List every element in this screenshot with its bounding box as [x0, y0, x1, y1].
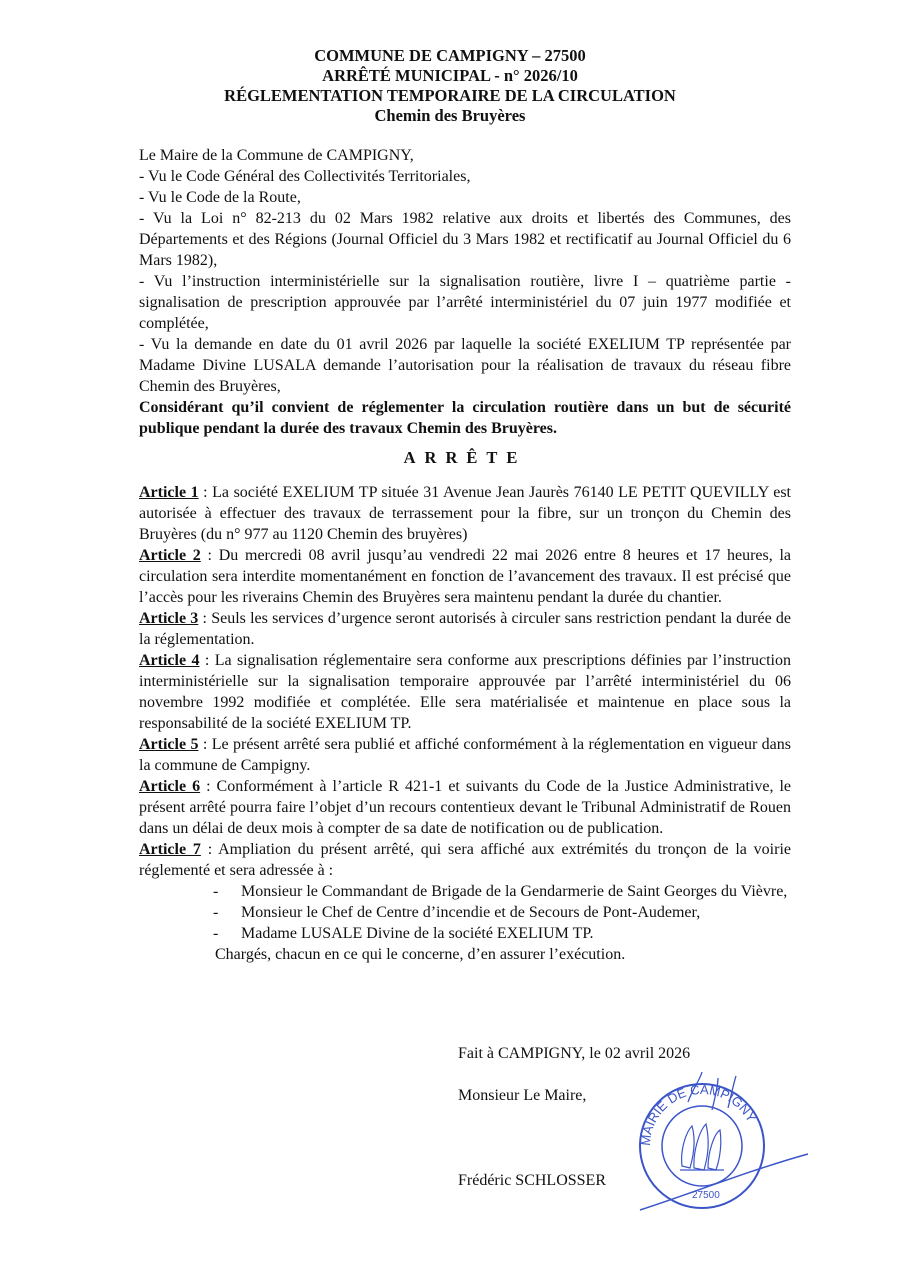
- article-2: [139, 545, 791, 608]
- charges-line: Chargés, chacun en ce qui le concerne, d’en assurer l’exécution.: [215, 946, 626, 963]
- document-body: [139, 145, 791, 965]
- article-text: : Ampliation du présent arrêté, qui sera affiché aux extrémités du tronçon de la voirie réglementé et sera adressée à :: [139, 841, 791, 879]
- stamp-code: 27500: [692, 1190, 720, 1201]
- mairie-stamp: [630, 1070, 810, 1220]
- article-text: : La société EXELIUM TP située 31 Avenue Jean Jaurès 76140 LE PETIT QUEVILLY est autorisée à effectuer des travaux de terrassement pour la fibre, sur un tronçon du Chemin des Bruyères (du n° 977 au 1120 Chemin des bruyères): [139, 484, 792, 543]
- arrete-heading: ARRÊTE: [403, 448, 527, 467]
- signature-place-date: Fait à CAMPIGNY, le 02 avril 2026: [458, 1045, 691, 1062]
- document-header: [0, 46, 900, 126]
- article-1: [139, 482, 791, 545]
- article-label: Article 5: [139, 736, 199, 753]
- considerant-paragraph: Considérant qu’il convient de réglementer la circulation routière dans un but de sécurité publique pendant la durée des travaux Chemin des Bruyères.: [139, 399, 791, 437]
- preamble-vu-code-route: - Vu le Code de la Route,: [139, 189, 301, 206]
- article-4: [139, 650, 791, 734]
- signature-title: Monsieur Le Maire,: [458, 1087, 587, 1104]
- preamble-vu-instruction: - Vu l’instruction interministérielle sur la signalisation routière, livre I – quatrième partie -signalisation de prescription approuvée par l’arrêté interministériel du 07 juin 1977 modifiée et complétée,: [139, 273, 791, 332]
- list-item: - Monsieur le Commandant de Brigade de la Gendarmerie de Saint Georges du Vièvre,: [213, 881, 791, 902]
- distribution-list: [139, 881, 791, 944]
- article-label: Article 7: [139, 841, 201, 858]
- list-item: - Monsieur le Chef de Centre d’incendie et de Secours de Pont-Audemer,: [213, 902, 791, 923]
- article-text: : Conformément à l’article R 421-1 et suivants du Code de la Justice Administrative, le présent arrêté pourra faire l’objet d’un recours contentieux devant le Tribunal Administratif de Rouen dans un délai de deux mois à compter de sa date de notification ou de publication.: [139, 778, 792, 837]
- preamble-vu-cgct: - Vu le Code Général des Collectivités Territoriales,: [139, 168, 471, 185]
- article-7: [139, 839, 791, 881]
- header-subject: RÉGLEMENTATION TEMPORAIRE DE LA CIRCULATION: [224, 86, 676, 105]
- article-label: Article 6: [139, 778, 201, 795]
- stamp-inner-ring: [662, 1106, 742, 1186]
- article-text: : La signalisation réglementaire sera conforme aux prescriptions définies par l’instruction interministérielle sur la signalisation temporaire approuvée par l’arrêté interministériel du 06 novembre 1992 modifiée et complétée. Elle sera matérialisée et maintenue en place sous la responsabilité de la société EXELIUM TP.: [139, 652, 792, 732]
- article-5: [139, 734, 791, 776]
- article-text: : Le présent arrêté sera publié et affiché conformément à la réglementation en vigueur dans la commune de Campigny.: [139, 736, 792, 774]
- header-arrete-number: ARRÊTÉ MUNICIPAL - n° 2026/10: [322, 66, 578, 85]
- article-label: Article 3: [139, 610, 199, 627]
- preamble-vu-demande: - Vu la demande en date du 01 avril 2026 par laquelle la société EXELIUM TP représentée par Madame Divine LUSALA demande l’autorisation pour la réalisation de travaux du réseau fibre Chemin des Bruyères,: [139, 336, 791, 395]
- stamp-text: MAIRIE DE CAMPIGNY: [637, 1081, 760, 1147]
- header-street: Chemin des Bruyères: [374, 106, 526, 125]
- stamp-emblem-icon: [680, 1124, 724, 1170]
- article-3: [139, 608, 791, 650]
- article-label: Article 1: [139, 484, 199, 501]
- header-commune: COMMUNE DE CAMPIGNY – 27500: [314, 46, 586, 65]
- preamble-vu-loi: - Vu la Loi n° 82-213 du 02 Mars 1982 relative aux droits et libertés des Communes, des Départements et des Régions (Journal Officiel du 3 Mars 1982 et rectificatif au Journal Officiel du 6 Mars 1982),: [139, 210, 791, 269]
- article-label: Article 2: [139, 547, 201, 564]
- preamble-mayor: Le Maire de la Commune de CAMPIGNY,: [139, 147, 414, 164]
- signature-name: Frédéric SCHLOSSER: [458, 1172, 606, 1189]
- article-text: : Seuls les services d’urgence seront autorisés à circuler sans restriction pendant la durée de la réglementation.: [139, 610, 791, 648]
- article-6: [139, 776, 791, 839]
- article-text: : Du mercredi 08 avril jusqu’au vendredi 22 mai 2026 entre 8 heures et 17 heures, la circulation sera interdite momentanément en fonction de l’avancement des travaux. Il est précisé que l’accès pour les riverains Chemin des Bruyères sera maintenu pendant la durée du chantier.: [139, 547, 792, 606]
- list-item: - Madame LUSALE Divine de la société EXELIUM TP.: [213, 923, 791, 944]
- article-label: Article 4: [139, 652, 200, 669]
